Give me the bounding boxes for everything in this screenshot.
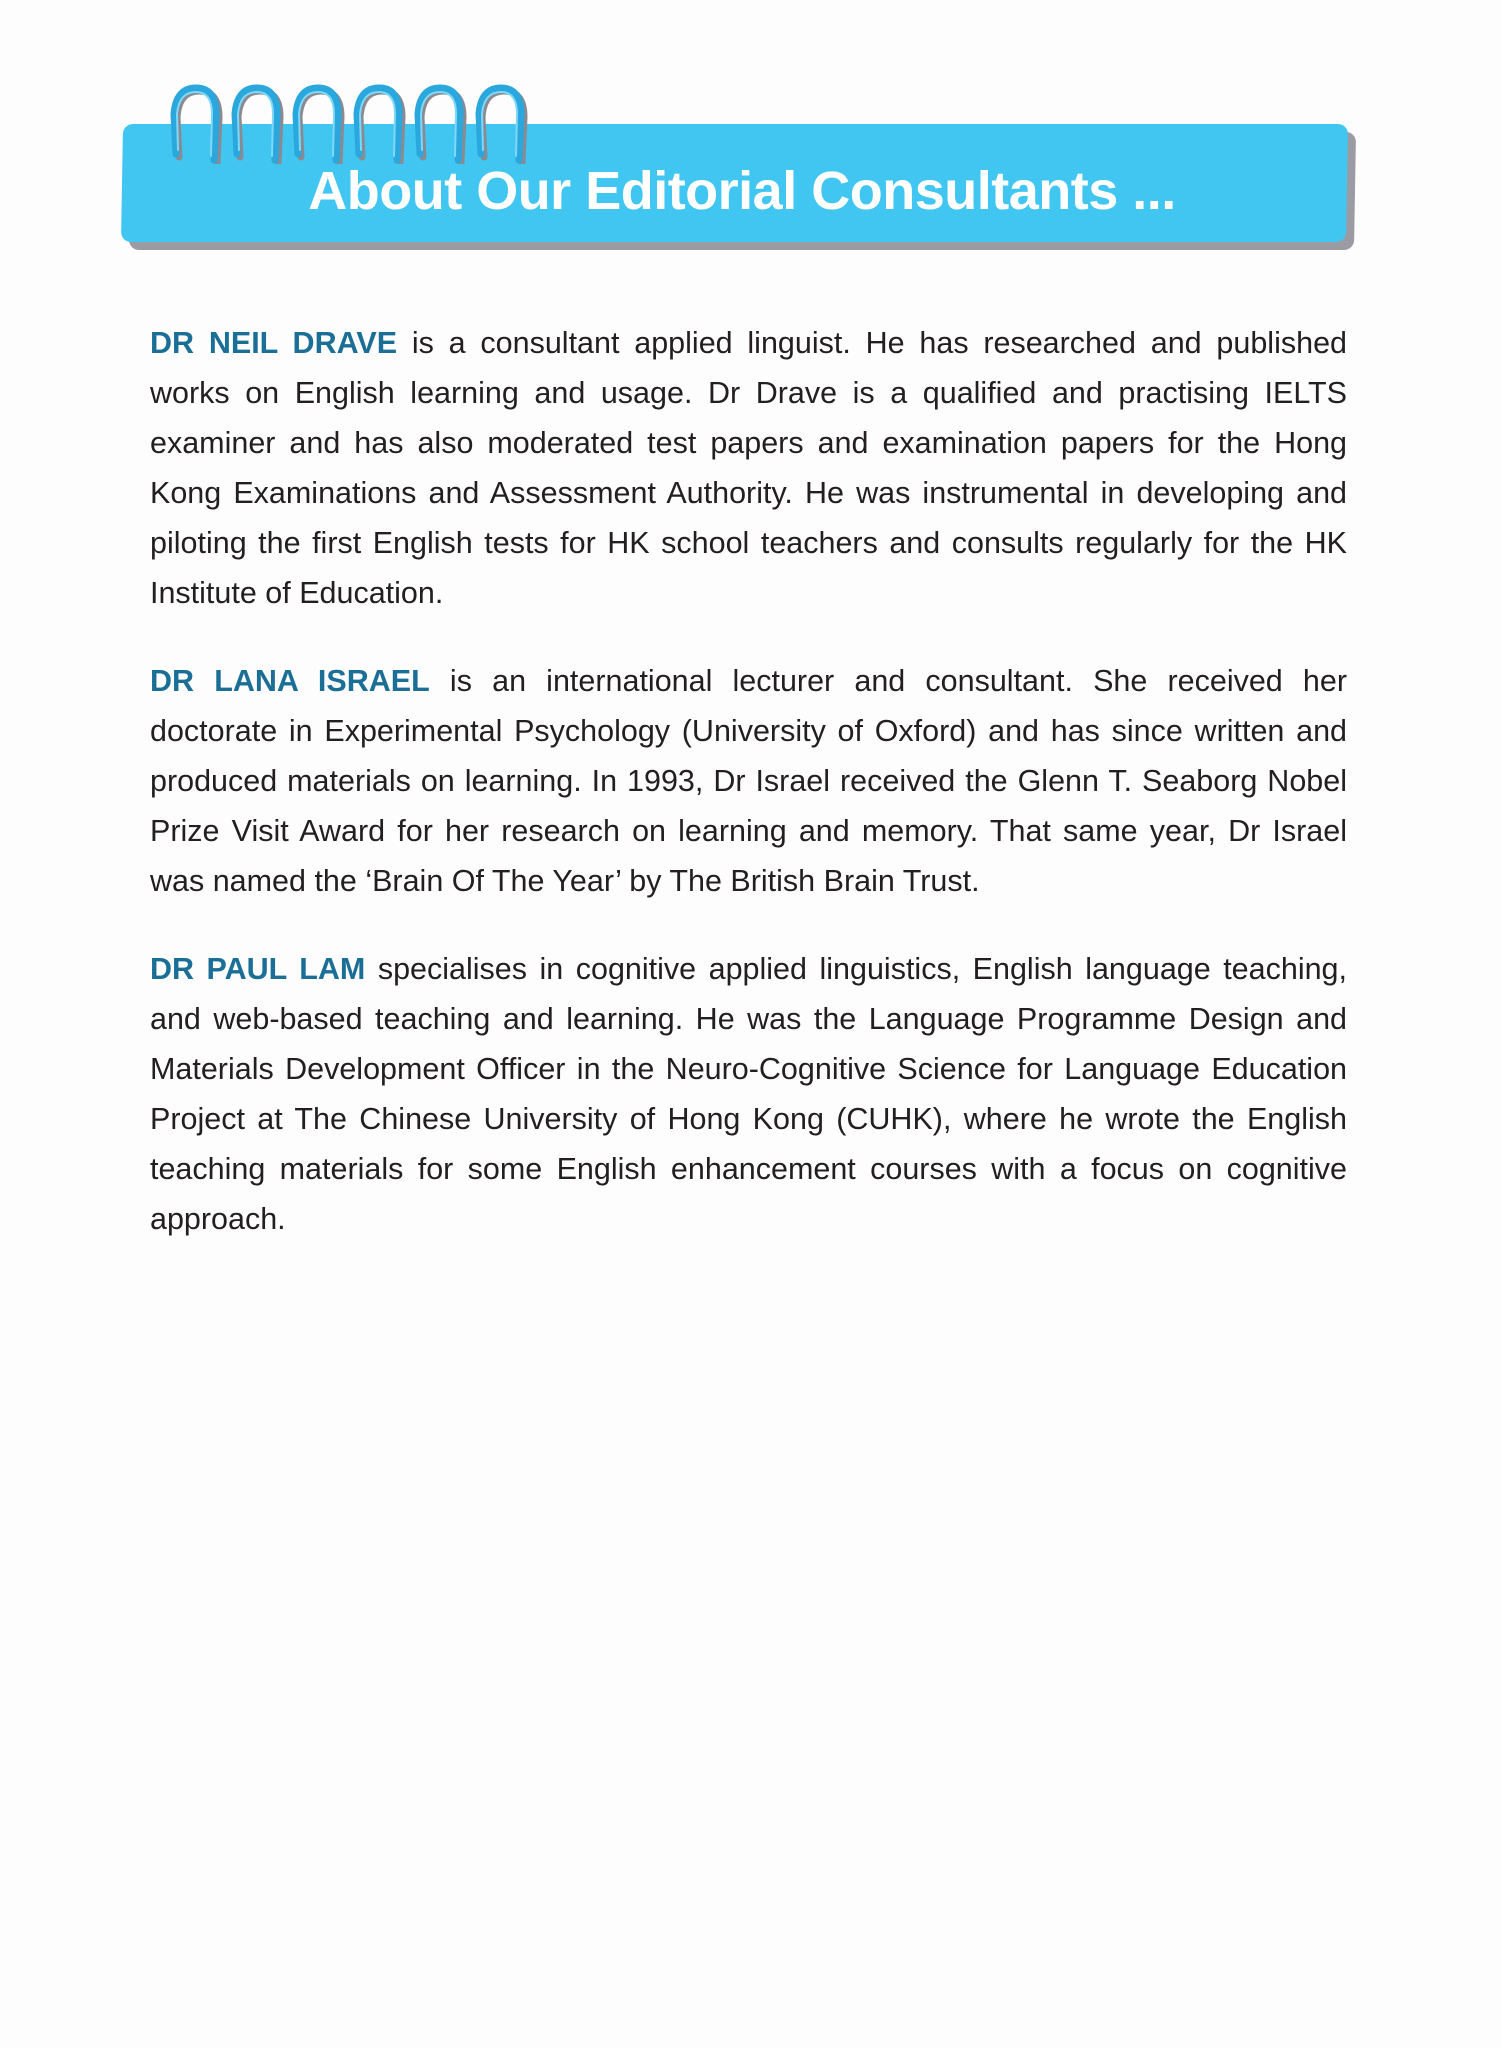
consultants-list <box>150 318 1347 1282</box>
consultant-name: DR LANA ISRAEL <box>150 664 430 698</box>
consultant-bio-israel <box>150 656 1347 906</box>
consultant-bio-lam <box>150 944 1347 1244</box>
consultant-bio-text: specialises in cognitive applied linguistics, English language teaching, and web-based teaching and learning. He was the Language Programme Design and Materials Development Officer in the Neuro-Cognitive Science for Language Education Project at The Chinese University of Hong Kong (CUHK), where he wrote the English teaching materials for some English enhancement courses with a focus on cognitive approach. <box>150 952 1347 1236</box>
spiral-binding-icon <box>168 84 558 164</box>
page-title: About Our Editorial Consultants ... <box>308 161 1176 221</box>
consultant-name: DR NEIL DRAVE <box>150 326 398 360</box>
consultant-bio-drave <box>150 318 1347 618</box>
consultant-name: DR PAUL LAM <box>150 952 366 986</box>
consultant-bio-text: is a consultant applied linguist. He has researched and published works on English learning and usage. Dr Drave is a qualified and practising IELTS examiner and has also moderated test papers and examination papers for the Hong Kong Examinations and Assessment Authority. He was instrumental in developing and piloting the first English tests for HK school teachers and consults regularly for the HK Institute of Education. <box>150 326 1347 610</box>
consultant-bio-text: is an international lecturer and consultant. She received her doctorate in Experimental Psychology (University of Oxford) and has since written and produced materials on learning. In 1993, Dr Israel received the Glenn T. Seaborg Nobel Prize Visit Award for her research on learning and memory. That same year, Dr Israel was named the ‘Brain Of The Year’ by The British Brain Trust. <box>150 664 1348 898</box>
